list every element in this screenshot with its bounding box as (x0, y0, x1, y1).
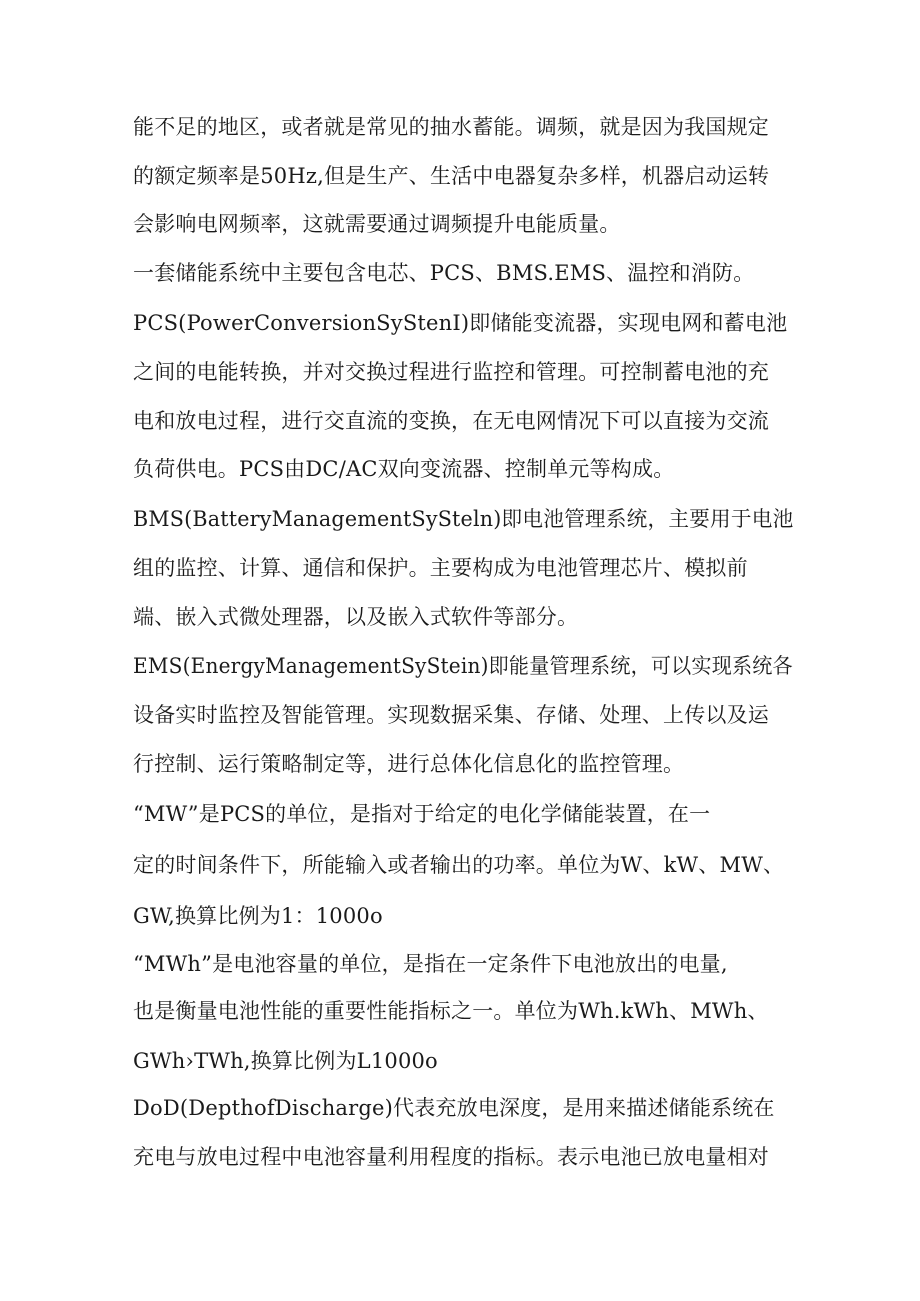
text-line: 能不足的地区，或者就是常见的抽水蓄能。调频，就是因为我国规定 (133, 115, 769, 139)
text-line: 端、嵌入式微处理器，以及嵌入式软件等部分。 (133, 605, 579, 629)
text-line: 一套储能系统中主要包含电芯、PCS、BMS.EMS、温控和消防。 (133, 261, 755, 285)
text-line: 负荷供电。PCS由DC/AC双向变流器、控制单元等构成。 (133, 457, 675, 481)
text-line: 之间的电能转换，并对交换过程进行监控和管理。可控制蓄电池的充 (133, 360, 769, 384)
text-line: “MW”是PCS的单位，是指对于给定的电化学储能装置，在一 (133, 802, 711, 826)
text-line: EMS(EnergyManagementSyStein)即能量管理系统，可以实现系统各 (133, 654, 793, 678)
text-line: “MWh”是电池容量的单位，是指在一定条件下电池放出的电量, (133, 952, 728, 976)
text-line: 充电与放电过程中电池容量利用程度的指标。表示电池已放电量相对 (133, 1145, 769, 1169)
text-line: 会影响电网频率，这就需要通过调频提升电能质量。 (133, 212, 621, 236)
text-line: 电和放电过程，进行交直流的变换，在无电网情况下可以直接为交流 (133, 409, 769, 433)
text-line: BMS(BatteryManagementSySteln)即电池管理系统，主要用于电池 (133, 507, 794, 531)
text-line: GWh›TWh,换算比例为L1000o (133, 1049, 438, 1073)
text-line: 组的监控、计算、通信和保护。主要构成为电池管理芯片、模拟前 (133, 556, 748, 580)
text-line: 设备实时监控及智能管理。实现数据采集、存储、处理、上传以及运 (133, 703, 769, 727)
text-line: DoD(DepthofDischarge)代表充放电深度，是用来描述储能系统在 (133, 1096, 775, 1120)
text-line: 行控制、运行策略制定等，进行总体化信息化的监控管理。 (133, 752, 685, 776)
text-line: 定的时间条件下，所能输入或者输出的功率。单位为W、kW、MW、 (133, 853, 785, 877)
text-line: 的额定频率是50Hz,但是生产、生活中电器复杂多样，机器启动运转 (133, 164, 770, 188)
text-line: GW,换算比例为1：1000o (133, 904, 383, 928)
text-line: 也是衡量电池性能的重要性能指标之一。单位为Wh.kWh、MWh、 (133, 999, 769, 1023)
text-line: PCS(PowerConversionSyStenI)即储能变流器，实现电网和蓄电池 (133, 311, 788, 335)
